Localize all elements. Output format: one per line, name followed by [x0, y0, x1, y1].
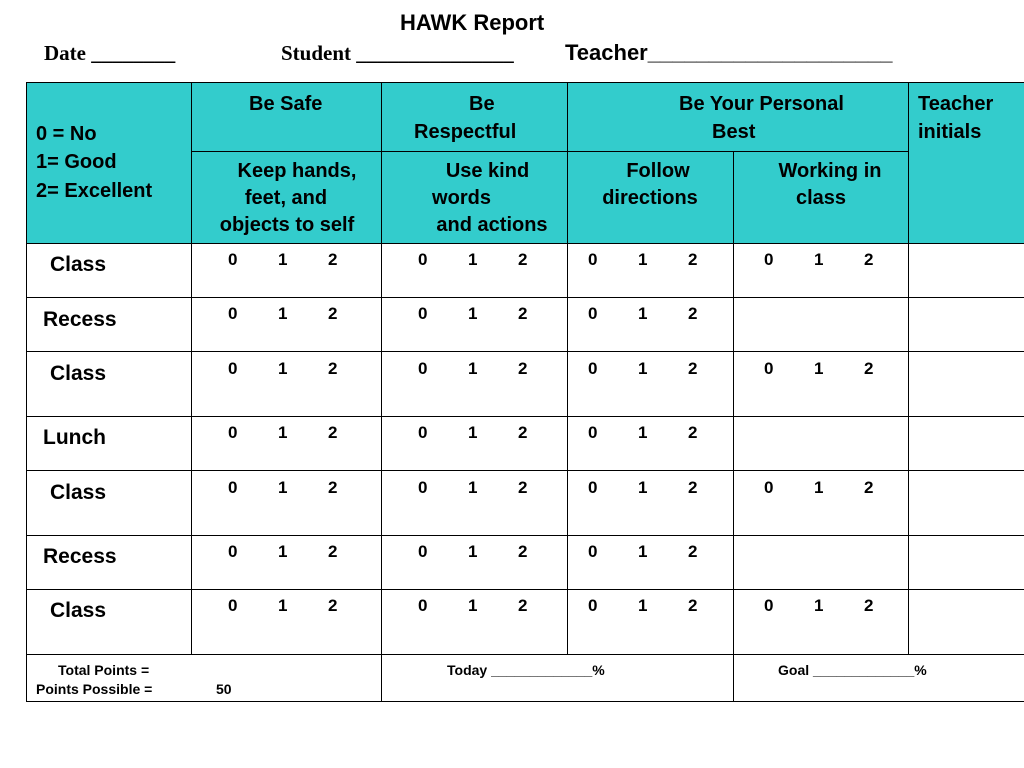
score-option-1[interactable]: 1: [468, 359, 478, 378]
score-option-0[interactable]: 0: [588, 304, 598, 323]
score-option-1[interactable]: 1: [278, 359, 288, 378]
score-options: [228, 250, 378, 270]
score-option-0[interactable]: 0: [418, 250, 428, 269]
score-option-0[interactable]: 0: [764, 359, 774, 378]
score-option-0[interactable]: 0: [228, 423, 238, 442]
subheader-working-2: class: [795, 187, 847, 209]
score-option-2[interactable]: 2: [864, 359, 874, 378]
score-option-0[interactable]: 0: [228, 304, 238, 323]
score-option-0[interactable]: 0: [418, 542, 428, 561]
score-option-2[interactable]: 2: [328, 304, 338, 323]
score-option-1[interactable]: 1: [468, 542, 478, 561]
subheader-working-1: Working in: [778, 160, 882, 182]
score-option-1[interactable]: 1: [638, 359, 648, 378]
score-option-2[interactable]: 2: [518, 542, 528, 561]
table-border-left: [26, 82, 27, 702]
score-option-2[interactable]: 2: [518, 478, 528, 497]
score-option-2[interactable]: 2: [328, 542, 338, 561]
legend-excellent: 2= Excellent: [36, 180, 153, 202]
score-option-1[interactable]: 1: [814, 359, 824, 378]
subheader-keep-hands-2: feet, and: [244, 187, 328, 209]
score-option-1[interactable]: 1: [468, 423, 478, 442]
legend-no: 0 = No: [36, 123, 97, 145]
goal-percent-field[interactable]: Goal _____________%: [778, 662, 927, 678]
score-option-0[interactable]: 0: [588, 423, 598, 442]
score-option-1[interactable]: 1: [638, 304, 648, 323]
score-option-2[interactable]: 2: [328, 596, 338, 615]
score-options: [418, 359, 568, 379]
row-divider: [26, 535, 1024, 536]
score-option-1[interactable]: 1: [468, 304, 478, 323]
score-option-0[interactable]: 0: [764, 478, 774, 497]
score-option-0[interactable]: 0: [764, 250, 774, 269]
score-option-0[interactable]: 0: [228, 359, 238, 378]
score-option-0[interactable]: 0: [418, 423, 428, 442]
score-options: [588, 596, 738, 616]
row-divider: [26, 243, 1024, 244]
score-option-1[interactable]: 1: [468, 478, 478, 497]
score-option-2[interactable]: 2: [328, 423, 338, 442]
score-option-1[interactable]: 1: [814, 478, 824, 497]
score-option-0[interactable]: 0: [588, 250, 598, 269]
score-option-2[interactable]: 2: [328, 359, 338, 378]
subheader-follow-1: Follow: [626, 160, 690, 182]
score-option-0[interactable]: 0: [228, 542, 238, 561]
score-option-0[interactable]: 0: [228, 478, 238, 497]
score-option-2[interactable]: 2: [688, 478, 698, 497]
subheader-keep-hands-1: Keep hands,: [237, 160, 357, 182]
row-divider: [26, 654, 1024, 655]
score-options: [228, 359, 378, 379]
score-option-0[interactable]: 0: [418, 478, 428, 497]
score-options: [228, 304, 378, 324]
col-divider: [567, 82, 568, 654]
score-option-1[interactable]: 1: [638, 478, 648, 497]
score-option-2[interactable]: 2: [688, 250, 698, 269]
score-options: [418, 478, 568, 498]
score-option-0[interactable]: 0: [588, 359, 598, 378]
score-option-1[interactable]: 1: [278, 542, 288, 561]
score-options: [418, 250, 568, 270]
score-options: [588, 478, 738, 498]
subheader-keep-hands-3: objects to self: [219, 214, 355, 236]
score-option-1[interactable]: 1: [278, 304, 288, 323]
score-options: [588, 304, 738, 324]
score-option-0[interactable]: 0: [418, 596, 428, 615]
subheader-use-kind-1: Use kind: [445, 160, 530, 182]
points-possible-label: Points Possible =: [36, 681, 153, 697]
score-option-1[interactable]: 1: [468, 596, 478, 615]
row-divider: [26, 416, 1024, 417]
score-option-1[interactable]: 1: [638, 250, 648, 269]
col-divider: [191, 82, 192, 654]
score-option-1[interactable]: 1: [278, 596, 288, 615]
student-field[interactable]: Student _______________: [281, 41, 514, 65]
score-options: [228, 423, 378, 443]
row-divider: [26, 589, 1024, 590]
row-label-lunch: Lunch: [43, 426, 106, 449]
header-be-respectful-2: Respectful: [414, 121, 517, 143]
today-percent-field[interactable]: Today _____________%: [447, 662, 605, 678]
score-option-2[interactable]: 2: [328, 250, 338, 269]
score-option-1[interactable]: 1: [278, 250, 288, 269]
score-options: [588, 423, 738, 443]
table-border-bottom: [26, 701, 1024, 702]
score-option-2[interactable]: 2: [518, 250, 528, 269]
score-option-0[interactable]: 0: [764, 596, 774, 615]
score-option-0[interactable]: 0: [228, 596, 238, 615]
score-option-2[interactable]: 2: [328, 478, 338, 497]
score-option-2[interactable]: 2: [518, 423, 528, 442]
score-option-1[interactable]: 1: [278, 423, 288, 442]
score-options: [588, 542, 738, 562]
score-option-2[interactable]: 2: [518, 304, 528, 323]
points-possible-value: 50: [216, 681, 232, 697]
score-option-1[interactable]: 1: [638, 596, 648, 615]
score-option-0[interactable]: 0: [588, 596, 598, 615]
legend-good: 1= Good: [36, 151, 117, 173]
score-options: [588, 359, 738, 379]
score-option-2[interactable]: 2: [518, 596, 528, 615]
row-divider: [26, 351, 1024, 352]
score-option-2[interactable]: 2: [688, 304, 698, 323]
row-divider: [26, 297, 1024, 298]
score-options: [764, 250, 914, 270]
hawk-report-table: [26, 82, 1024, 702]
score-options: [418, 596, 568, 616]
score-options: [764, 596, 914, 616]
score-options: [418, 423, 568, 443]
score-options: [228, 478, 378, 498]
total-points-label: Total Points =: [58, 662, 150, 678]
score-options: [764, 359, 914, 379]
score-option-0[interactable]: 0: [588, 542, 598, 561]
header-be-respectful-1: Be: [469, 93, 495, 115]
header-personal-best-1: Be Your Personal: [679, 93, 844, 115]
score-options: [228, 542, 378, 562]
date-field[interactable]: Date ________: [44, 41, 176, 65]
score-option-0[interactable]: 0: [418, 359, 428, 378]
row-label-class-4: Class: [50, 599, 107, 622]
teacher-field[interactable]: Teacher____________________: [565, 40, 893, 65]
score-option-2[interactable]: 2: [864, 250, 874, 269]
score-option-2[interactable]: 2: [864, 478, 874, 497]
score-option-2[interactable]: 2: [518, 359, 528, 378]
score-option-2[interactable]: 2: [688, 596, 698, 615]
subheader-use-kind-2: words: [432, 187, 491, 209]
col-divider: [381, 82, 382, 702]
score-option-1[interactable]: 1: [814, 596, 824, 615]
score-option-0[interactable]: 0: [228, 250, 238, 269]
col-divider: [908, 82, 909, 654]
score-option-1[interactable]: 1: [278, 478, 288, 497]
score-options: [228, 596, 378, 616]
row-label-recess-1: Recess: [43, 308, 117, 331]
row-label-class-3: Class: [50, 481, 107, 504]
row-label-class-2: Class: [50, 362, 107, 385]
col-divider: [733, 151, 734, 702]
score-option-2[interactable]: 2: [688, 542, 698, 561]
score-option-1[interactable]: 1: [638, 542, 648, 561]
header-teacher-initials-2: initials: [918, 121, 982, 143]
score-option-0[interactable]: 0: [418, 304, 428, 323]
score-option-2[interactable]: 2: [864, 596, 874, 615]
subheader-use-kind-3: and actions: [436, 214, 548, 236]
row-divider: [26, 470, 1024, 471]
score-option-1[interactable]: 1: [638, 423, 648, 442]
row-divider: [191, 151, 908, 152]
table-border-top: [26, 82, 1024, 83]
score-option-1[interactable]: 1: [814, 250, 824, 269]
score-options: [764, 478, 914, 498]
row-label-recess-2: Recess: [43, 545, 117, 568]
header-teacher-initials-1: Teacher: [918, 93, 994, 115]
score-option-2[interactable]: 2: [688, 423, 698, 442]
score-options: [418, 304, 568, 324]
header-personal-best-2: Best: [712, 121, 756, 143]
header-be-safe: Be Safe: [249, 93, 323, 115]
score-options: [588, 250, 738, 270]
score-options: [418, 542, 568, 562]
page-title: HAWK Report: [400, 10, 545, 35]
score-option-2[interactable]: 2: [688, 359, 698, 378]
score-option-0[interactable]: 0: [588, 478, 598, 497]
score-option-1[interactable]: 1: [468, 250, 478, 269]
row-label-class-1: Class: [50, 253, 107, 276]
subheader-follow-2: directions: [602, 187, 698, 209]
